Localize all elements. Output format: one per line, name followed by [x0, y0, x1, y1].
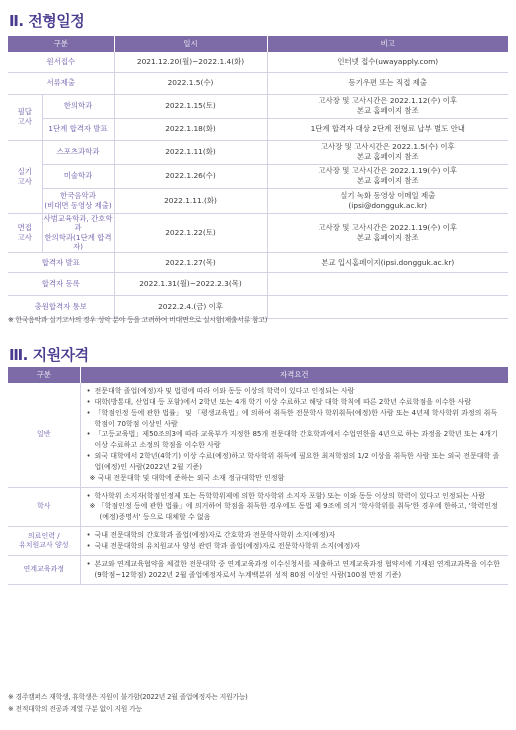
schedule-footnote: ※ 한국음악과 실기고사의 경우 성악 분야 등을 고려하여 비대면으로 실시함(제출서류 참고) — [8, 316, 268, 324]
requirement-subnote: ※ 「학점인정 등에 관한 법률」에 의거하여 학점을 취득한 경우에도 동법 제 9조에 의거 '학사학위를 취득'한 경우에 한하고, '학력인정(예정)증명서' 등으로 대체할 수 없음 — [89, 502, 498, 522]
header-remarks: 비고 — [267, 36, 508, 52]
row-label: 1단계 합격자 발표 — [42, 118, 114, 140]
list-item: • 국내 전문대학의 유치원교사 양성 관련 학과 졸업(예정)자로 전문학사학위 소지(예정)자 — [87, 541, 501, 552]
requirement-list — [87, 386, 501, 473]
row-date: 2022.1.31(월)~2022.2.3(목) — [114, 273, 267, 296]
row-label: 미술학과 — [42, 164, 114, 188]
table-row — [8, 527, 508, 556]
schedule-header-row — [8, 36, 508, 52]
requirement-subnote: ※ 국내 전문대학 및 대학에 준하는 외국 소재 정규대학만 인정함 — [89, 473, 285, 482]
list-item: • 전문대학 졸업(예정)자 및 법령에 따라 이와 동등 이상의 학력이 있다고 인정되는 사람 — [87, 386, 501, 397]
row-note: 등기우편 또는 직접 제출 — [267, 72, 508, 94]
requirement-list — [87, 559, 501, 581]
row-date: 2022.1.27(목) — [114, 253, 267, 273]
row-label: 한국음악과 (비대면 동영상 제출) — [42, 188, 114, 213]
requirements-link — [80, 555, 508, 584]
table-row — [8, 164, 508, 188]
row-label: 한의학과 — [42, 94, 114, 118]
row-label: 합격자 등록 — [8, 273, 114, 296]
row-note: 고사장 및 고사시간은 2022.1.19(수) 이후 본교 홈페이지 참조 — [267, 213, 508, 253]
row-note: 1단계 합격자 대상 2단계 전형료 납부 별도 안내 — [267, 118, 508, 140]
row-label: 사범교육학과, 간호학과 한의학과(1단계 합격자) — [43, 213, 113, 252]
row-note — [267, 296, 508, 319]
header-category: 구분 — [8, 36, 114, 52]
requirements-general — [80, 383, 508, 487]
row-note — [267, 273, 508, 296]
row-label-link: 연계교육과정 — [8, 555, 80, 584]
row-label: 충원합격자 통보 — [8, 296, 114, 319]
list-item: • 외국 대학에서 2학년(4학기) 이상 수료(예정)하고 학사학위 취득에 필요한 최저학점의 1/2 이상을 취득한 사람 또는 외국 전문대학 졸업(예정)인 사람(2022년 2월 기준) — [87, 451, 501, 473]
table-row — [8, 253, 508, 273]
table-row — [8, 118, 508, 140]
row-label: 합격자 발표 — [8, 253, 114, 273]
table-row — [8, 273, 508, 296]
table-row — [8, 52, 508, 72]
row-note: 고사장 및 고사시간은 2022.1.12(수) 이후 본교 홈페이지 참조 — [267, 94, 508, 118]
row-label: 서류제출 — [8, 72, 114, 94]
section-title-eligibility: Ⅲ. 지원자격 — [9, 346, 89, 364]
list-item: • 학사학위 소지자(학점인정제 또는 독학학위제에 의한 학사학위 소지자 포함) 또는 이와 동등 이상의 학력이 있다고 인정되는 사람 — [87, 491, 501, 502]
row-date: 2022.1.11.(화) — [114, 188, 267, 213]
list-item: • 대학(방통대, 산업대 등 포함)에서 2학년 또는 4개 학기 이상 수료하고 해당 대학 학칙에 따른 2학년 수료학점을 이수한 사람 — [87, 397, 501, 408]
table-row — [8, 555, 508, 584]
list-item: • 「고등교육법」제50조의3에 따라 교육부가 지정한 85개 전문대학 간호학과에서 수업연한을 4년으로 하는 과정을 2학년 또는 4개기 이상 수료하고 소정의 학점을 이수한 사람 — [87, 429, 501, 451]
header-category: 구분 — [8, 367, 80, 383]
requirements-bachelor — [80, 487, 508, 527]
row-date: 2022.1.15(토) — [114, 94, 267, 118]
header-requirements: 자격요건 — [80, 367, 508, 383]
row-date: 2022.1.18(화) — [114, 118, 267, 140]
row-date: 2022.1.22(토) — [114, 213, 267, 253]
row-label: 원서접수 — [8, 52, 114, 72]
list-item: • 본교와 연계교육협약을 체결한 전문대학 중 연계교육과정 이수신청서를 제출하고 연계교육과정 협약서에 기재된 연계교과목을 이수한(9학점~12학점) 2022년 2월 졸업예정자로서 누계백분위 성적 80점 이상인 사람(100점 만점 기준) — [87, 559, 501, 581]
row-label-general: 일반 — [8, 383, 80, 487]
row-label-bachelor: 학사 — [8, 487, 80, 527]
requirement-list — [87, 491, 501, 502]
table-row — [8, 213, 508, 253]
row-date: 2022.1.11(화) — [114, 140, 267, 164]
table-row — [8, 487, 508, 527]
eligibility-header-row — [8, 367, 508, 383]
row-date: 2021.12.20(월)~2022.1.4(화) — [114, 52, 267, 72]
section-title-schedule: Ⅱ. 전형일정 — [9, 12, 85, 30]
table-row — [8, 188, 508, 213]
table-row — [8, 72, 508, 94]
eligibility-footnote-1: ※ 경주캠퍼스 재학생, 휴학생은 지원이 불가함(2022년 2월 졸업예정자는 지원가능) — [8, 693, 248, 701]
table-row — [8, 140, 508, 164]
requirement-list — [87, 530, 501, 552]
list-item: • 국내 전문대학의 간호학과 졸업(예정)자로 간호학과 전문학사학위 소지(예정)자 — [87, 530, 501, 541]
list-item: • 「학점인정 등에 관한 법률」 및 「평생교육법」에 의하여 취득한 전문학사 학위취득(예정)한 사람 또는 4년제 학사학위 과정의 취득 학점이 70학점 이상인 사람 — [87, 408, 501, 430]
row-date: 2022.2.4.(금) 이후 — [114, 296, 267, 319]
category-interview: 면접 고사 — [8, 213, 42, 253]
row-note: 실기 녹화 동영상 이메일 제출 (ipsi@dongguk.ac.kr) — [267, 188, 508, 213]
row-date: 2022.1.26(수) — [114, 164, 267, 188]
row-label-medical: 의료인력 / 유치원교사 양성 — [8, 527, 80, 556]
table-row — [8, 94, 508, 118]
eligibility-footnote-2: ※ 전적대학의 전공과 계열 구분 없이 지원 가능 — [8, 705, 142, 713]
category-practical: 실기 고사 — [8, 140, 42, 213]
table-row — [8, 383, 508, 487]
eligibility-table — [8, 367, 508, 585]
header-datetime: 일시 — [114, 36, 267, 52]
row-note: 고사장 및 고사시간은 2022.1.19(수) 이후 본교 홈페이지 참조 — [267, 164, 508, 188]
row-note: 고사장 및 고사시간은 2022.1.5(수) 이후 본교 홈페이지 참조 — [267, 140, 508, 164]
schedule-table — [8, 36, 508, 319]
requirements-medical — [80, 527, 508, 556]
row-date: 2022.1.5(수) — [114, 72, 267, 94]
category-written: 필답 고사 — [8, 94, 42, 140]
row-label: 스포츠과학과 — [42, 140, 114, 164]
row-note: 본교 입시홈페이지(ipsi.dongguk.ac.kr) — [267, 253, 508, 273]
row-note: 인터넷 접수(uwayapply.com) — [267, 52, 508, 72]
